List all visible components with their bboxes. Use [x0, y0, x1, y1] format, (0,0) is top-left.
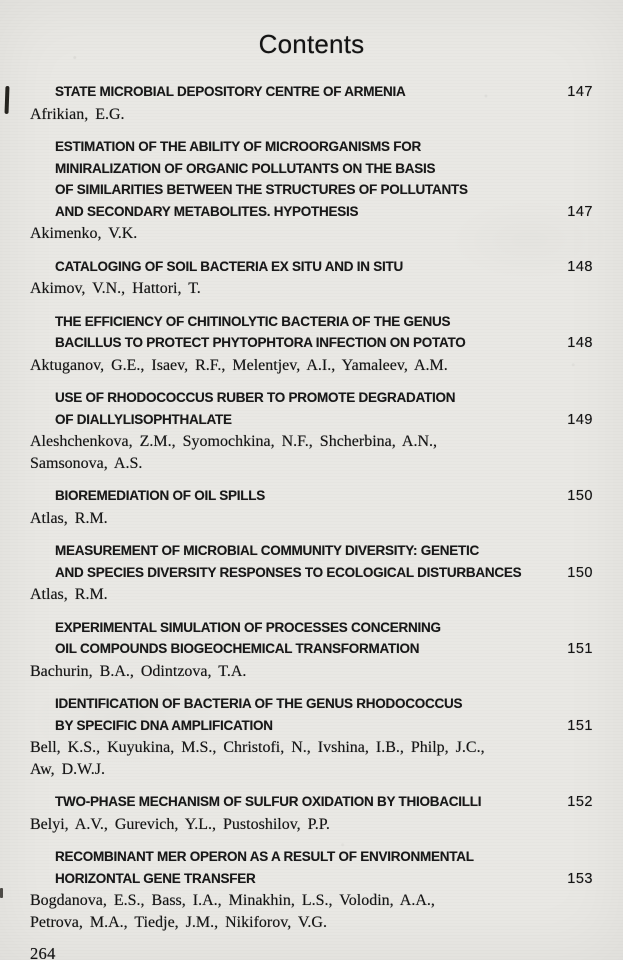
- toc-entry-authors: [30, 278, 593, 300]
- toc-author-line: Akimov, V.N., Hattori, T.: [30, 280, 201, 297]
- toc-title-text: IDENTIFICATION OF BACTERIA OF THE GENUS RHODOCOCCUS: [55, 696, 463, 711]
- toc-title-text: AND SECONDARY METABOLITES. HYPOTHESIS: [55, 203, 359, 219]
- toc-title-text: ESTIMATION OF THE ABILITY OF MICROORGANISMS FOR: [55, 139, 421, 154]
- toc-author-line: Bachurin, B.A., Odintzova, T.A.: [30, 662, 247, 680]
- toc-entry: [30, 311, 593, 377]
- toc-entry-title: [55, 81, 593, 104]
- toc-title-text: AND SPECIES DIVERSITY RESPONSES TO ECOLOGICAL DISTURBANCES: [55, 564, 522, 580]
- scan-artifact-left-edge: [5, 86, 10, 114]
- toc-entry: [30, 617, 593, 683]
- toc-entry-title: [55, 617, 593, 661]
- toc-author-line: Bell, K.S., Kuyukina, M.S., Christofi, N., Ivshina, I.B., Philp, J.C.,: [30, 739, 485, 756]
- toc-entry-title: [55, 540, 593, 584]
- toc-title-text: MEASUREMENT OF MICROBIAL COMMUNITY DIVERSITY: GENETIC: [55, 543, 480, 558]
- toc-author-line: Petrova, M.A., Tiedje, J.M., Nikiforov, V.G.: [30, 913, 327, 931]
- toc-page-number: 150: [567, 488, 593, 504]
- toc-title-line: [55, 256, 593, 279]
- toc-page-number: 153: [567, 870, 593, 887]
- toc-entry: [30, 81, 593, 125]
- toc-page-number: 149: [567, 411, 593, 428]
- toc-title-text: TWO-PHASE MECHANISM OF SULFUR OXIDATION BY THIOBACILLI: [55, 794, 482, 809]
- toc-title-text: BY SPECIFIC DNA AMPLIFICATION: [55, 717, 273, 733]
- toc-title-line: [55, 540, 593, 562]
- toc-title-line: [55, 868, 593, 891]
- toc-title-text: USE OF RHODOCOCCUS RUBER TO PROMOTE DEGRADATION: [55, 390, 456, 405]
- toc-title-line: [55, 791, 593, 814]
- toc-author-line: Samsonova, A.S.: [30, 454, 143, 472]
- toc-entry: [30, 256, 593, 300]
- toc-entry-authors: [30, 661, 593, 683]
- toc-entry: [30, 791, 593, 835]
- toc-title-text: THE EFFICIENCY OF CHITINOLYTIC BACTERIA OF THE GENUS: [55, 313, 451, 329]
- toc-page-number: 150: [567, 564, 593, 581]
- toc-title-line: [55, 715, 593, 738]
- toc-title-line: [55, 846, 593, 868]
- toc-title-line: [55, 311, 593, 333]
- toc-title-line: [55, 332, 593, 355]
- toc-title-line: [55, 81, 593, 104]
- toc-title-line: [55, 485, 593, 508]
- toc-title-text: HORIZONTAL GENE TRANSFER: [55, 870, 256, 886]
- folio-page-number: 264: [30, 944, 56, 960]
- toc-page-number: 147: [567, 203, 593, 220]
- toc-title-text: EXPERIMENTAL SIMULATION OF PROCESSES CONCERNING: [55, 619, 441, 635]
- toc-title-line: [55, 201, 593, 224]
- toc-entry-title: [55, 846, 593, 890]
- toc-title-text: RECOMBINANT MER OPERON AS A RESULT OF ENVIRONMENTAL: [55, 849, 474, 864]
- toc-title-line: [55, 158, 593, 180]
- toc-entry: [30, 540, 593, 606]
- scan-artifact-bottom-left: [0, 888, 3, 898]
- toc-page-number: 151: [567, 717, 593, 734]
- toc-title-text: OF SIMILARITIES BETWEEN THE STRUCTURES OF POLLUTANTS: [55, 182, 468, 197]
- toc-entry-authors: [30, 431, 593, 474]
- toc-title-line: [55, 387, 593, 409]
- toc-title-text: STATE MICROBIAL DEPOSITORY CENTRE OF ARMENIA: [55, 84, 406, 99]
- toc-page-number: 148: [567, 258, 593, 275]
- toc-title-text: OIL COMPOUNDS BIOGEOCHEMICAL TRANSFORMATION: [55, 641, 420, 656]
- toc-entry: [30, 693, 593, 780]
- toc-entry-authors: [30, 584, 593, 606]
- toc-entry: [30, 846, 593, 933]
- toc-page-number: 152: [567, 794, 593, 810]
- toc-author-line: Atlas, R.M.: [30, 509, 108, 527]
- toc-entry: [30, 136, 593, 245]
- toc-title-text: BACILLUS TO PROTECT PHYTOPHTORA INFECTION ON POTATO: [55, 335, 466, 350]
- toc-title-text: MINIRALIZATION OF ORGANIC POLLUTANTS ON THE BASIS: [55, 160, 436, 176]
- toc-entry: [30, 387, 593, 474]
- toc-page-number: 151: [567, 641, 593, 657]
- toc-entry-authors: [30, 737, 593, 780]
- toc-title-line: [55, 562, 593, 585]
- toc-entry-list: [30, 81, 593, 933]
- toc-title-text: BIOREMEDIATION OF OIL SPILLS: [55, 488, 266, 503]
- toc-author-line: Akimenko, V.K.: [30, 225, 138, 242]
- toc-title-line: [55, 409, 593, 432]
- page-title: Contents: [258, 29, 365, 59]
- toc-entry-title: [55, 136, 593, 223]
- toc-page-number: 147: [567, 84, 593, 100]
- toc-entry-title: [55, 256, 593, 279]
- toc-title-line: [55, 179, 593, 201]
- toc-author-line: Bogdanova, E.S., Bass, I.A., Minakhin, L.S., Volodin, A.A.,: [30, 892, 435, 909]
- toc-author-line: Belyi, A.V., Gurevich, Y.L., Pustoshilov, P.P.: [30, 815, 330, 833]
- toc-title-text: OF DIALLYLISOPHTHALATE: [55, 411, 232, 427]
- toc-title-text: CATALOGING OF SOIL BACTERIA EX SITU AND IN SITU: [55, 258, 404, 274]
- toc-entry-authors: [30, 814, 593, 836]
- page-content: [30, 30, 593, 960]
- toc-title-line: [55, 617, 593, 639]
- toc-entry-title: [55, 485, 593, 508]
- toc-entry-authors: [30, 890, 593, 933]
- toc-title-line: [55, 638, 593, 661]
- toc-entry-title: [55, 387, 593, 431]
- toc-entry-authors: [30, 104, 593, 126]
- toc-entry-authors: [30, 508, 593, 530]
- toc-author-line: Atlas, R.M.: [30, 586, 108, 603]
- toc-page-number: 148: [567, 335, 593, 351]
- toc-entry-title: [55, 693, 593, 737]
- toc-author-line: Aleshchenkova, Z.M., Syomochkina, N.F., Shcherbina, A.N.,: [30, 433, 437, 450]
- toc-author-line: Afrikian, E.G.: [30, 105, 125, 123]
- toc-entry-title: [55, 311, 593, 355]
- toc-entry-authors: [30, 223, 593, 245]
- toc-entry-authors: [30, 355, 593, 377]
- toc-title-line: [55, 693, 593, 715]
- toc-entry-title: [55, 791, 593, 814]
- toc-author-line: Aw, D.W.J.: [30, 760, 106, 778]
- toc-author-line: Aktuganov, G.E., Isaev, R.F., Melentjev, A.I., Yamaleev, A.M.: [30, 356, 448, 374]
- toc-title-line: [55, 136, 593, 158]
- toc-entry: [30, 485, 593, 529]
